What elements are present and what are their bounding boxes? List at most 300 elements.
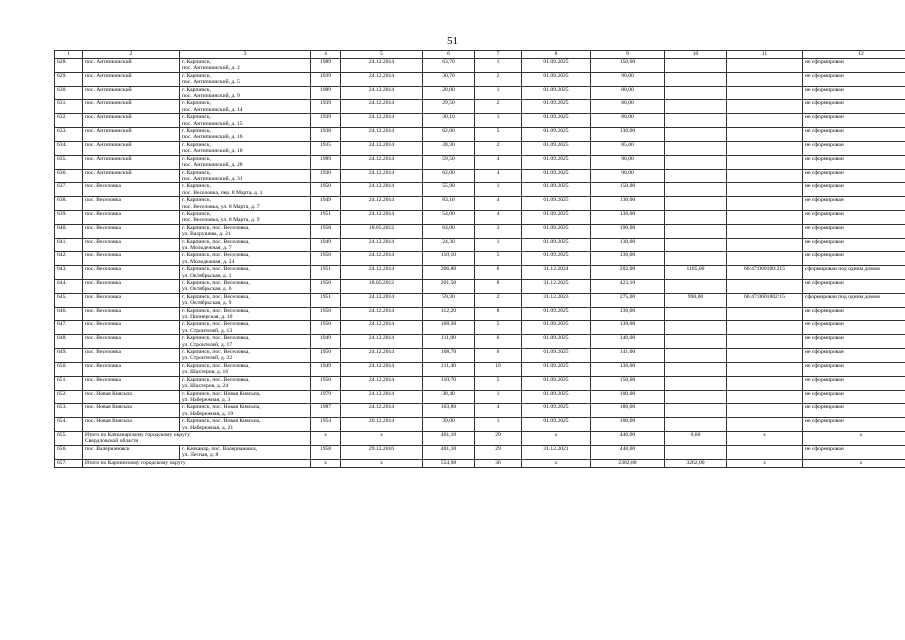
land-area-cell bbox=[665, 141, 727, 155]
residents-cell: 4 bbox=[475, 404, 522, 418]
column-number: 2 bbox=[83, 51, 180, 59]
address-cell: г. Карпинск, пос. Веселовка, ул. Строителей, д. 32 bbox=[180, 349, 311, 363]
address-cell: г. Качканар, пос. Валериановск, ул. Лесная, д. 8 bbox=[180, 445, 311, 459]
table-row bbox=[55, 390, 905, 404]
settlement-cell: пос. Веселовка bbox=[83, 362, 180, 376]
table-row bbox=[55, 418, 905, 432]
cadastral-number-cell bbox=[727, 418, 803, 432]
date-cell: 24.12.2014 bbox=[341, 100, 423, 114]
row-number: 646. bbox=[55, 307, 83, 321]
cost-cell: 80,00 bbox=[591, 86, 665, 100]
cost-cell: 80,00 bbox=[591, 100, 665, 114]
area-cell: 55,90 bbox=[423, 183, 475, 197]
area-cell: 111,40 bbox=[423, 362, 475, 376]
deadline-cell: 01.09.2025 bbox=[522, 183, 591, 197]
total-label: Итого по Качканарскому городскому округу Свердловской области bbox=[83, 431, 311, 445]
cadastral-number-cell bbox=[727, 238, 803, 252]
settlement-cell: пос. Веселовка bbox=[83, 280, 180, 294]
table-row bbox=[55, 128, 905, 142]
residents-cell: 1 bbox=[475, 418, 522, 432]
row-number: 631. bbox=[55, 100, 83, 114]
settlement-cell: пос. Веселовка bbox=[83, 321, 180, 335]
address-cell: г. Карпинск, пос. Новая Княсьпа, ул. Набережная, д. 19 bbox=[180, 404, 311, 418]
row-number: 655. bbox=[55, 431, 83, 445]
land-status-cell: не сформирован bbox=[803, 445, 905, 459]
total-sum: 2382,80 bbox=[591, 459, 665, 467]
residents-cell: 1 bbox=[475, 390, 522, 404]
land-area-cell bbox=[665, 155, 727, 169]
row-number: 652. bbox=[55, 390, 83, 404]
cost-cell: 130,00 bbox=[591, 128, 665, 142]
date-cell: 18.05.2012 bbox=[341, 224, 423, 238]
cadastral-number-cell: 66:47:0601002:15 bbox=[727, 293, 803, 307]
row-number: 638. bbox=[55, 197, 83, 211]
cost-cell: 190,00 bbox=[591, 224, 665, 238]
residents-cell: 5 bbox=[475, 252, 522, 266]
address-cell: г. Карпинск, пос. Веселовка, пер. 8 Марта, д. 1 bbox=[180, 183, 311, 197]
cost-cell: 85,00 bbox=[591, 141, 665, 155]
land-area-cell bbox=[665, 114, 727, 128]
deadline-cell: 01.09.2025 bbox=[522, 362, 591, 376]
deadline-cell: 01.09.2025 bbox=[522, 210, 591, 224]
deadline-cell: 01.09.2025 bbox=[522, 86, 591, 100]
deadline-cell: 01.09.2025 bbox=[522, 252, 591, 266]
table-row bbox=[55, 252, 905, 266]
deadline-cell: 31.12.2024 bbox=[522, 266, 591, 280]
settlement-cell: пос. Новая Княсьпа bbox=[83, 404, 180, 418]
cadastral-number-cell bbox=[727, 210, 803, 224]
land-area-cell bbox=[665, 224, 727, 238]
column-number-header-row bbox=[55, 51, 905, 59]
total-cell: x bbox=[522, 459, 591, 467]
row-number: 651. bbox=[55, 376, 83, 390]
year-cell: 1958 bbox=[311, 445, 341, 459]
cadastral-number-cell bbox=[727, 390, 803, 404]
settlement-cell: пос. Антипкинский bbox=[83, 155, 180, 169]
land-status-cell: не сформирован bbox=[803, 418, 905, 432]
address-cell: г. Карпинск, пос. Веселовка, ул. Октябрьская, д. 6 bbox=[180, 280, 311, 294]
date-cell: 24.12.2014 bbox=[341, 141, 423, 155]
area-cell: 83,10 bbox=[423, 197, 475, 211]
address-cell: г. Карпинск, пос. Антипкинский, д. 14 bbox=[180, 100, 311, 114]
total-residents: 29 bbox=[475, 431, 522, 445]
land-area-cell: 1185,00 bbox=[665, 266, 727, 280]
date-cell: 24.12.2014 bbox=[341, 169, 423, 183]
area-cell: 108,70 bbox=[423, 349, 475, 363]
cost-cell: 180,00 bbox=[591, 404, 665, 418]
land-area-cell bbox=[665, 100, 727, 114]
table-row bbox=[55, 280, 905, 294]
column-number: 8 bbox=[522, 51, 591, 59]
table-row bbox=[55, 183, 905, 197]
settlement-cell: пос. Веселовка bbox=[83, 293, 180, 307]
total-cell: x bbox=[311, 431, 341, 445]
land-area-cell bbox=[665, 390, 727, 404]
land-status-cell: не сформирован bbox=[803, 141, 905, 155]
land-status-cell: не сформирован bbox=[803, 155, 905, 169]
deadline-cell: 01.09.2025 bbox=[522, 128, 591, 142]
table-row bbox=[55, 293, 905, 307]
year-cell: 1939 bbox=[311, 114, 341, 128]
total-cell: x bbox=[727, 459, 803, 467]
address-cell: г. Карпинск, пос. Веселовка, ул. Октябрьская, д. 1 bbox=[180, 266, 311, 280]
total-cell: x bbox=[341, 431, 423, 445]
table-row bbox=[55, 445, 905, 459]
deadline-cell: 01.09.2025 bbox=[522, 224, 591, 238]
cost-cell: 130,00 bbox=[591, 210, 665, 224]
column-number: 11 bbox=[727, 51, 803, 59]
table-row bbox=[55, 210, 905, 224]
address-cell: г. Карпинск, пос. Веселовка, ул. Октябрьская, д. 9 bbox=[180, 293, 311, 307]
area-cell: 24,30 bbox=[423, 238, 475, 252]
column-number: 3 bbox=[180, 51, 311, 59]
land-area-cell bbox=[665, 128, 727, 142]
cost-cell: 130,00 bbox=[591, 321, 665, 335]
total-cell: x bbox=[311, 459, 341, 467]
row-number: 649. bbox=[55, 349, 83, 363]
cadastral-number-cell bbox=[727, 445, 803, 459]
land-area-cell bbox=[665, 362, 727, 376]
cost-cell: 130,00 bbox=[591, 307, 665, 321]
registry-body bbox=[55, 59, 905, 468]
cadastral-number-cell bbox=[727, 114, 803, 128]
cadastral-number-cell bbox=[727, 141, 803, 155]
total-cell: x bbox=[803, 459, 905, 467]
residents-cell: 1 bbox=[475, 86, 522, 100]
residents-cell: 3 bbox=[475, 224, 522, 238]
column-number: 12 bbox=[803, 51, 905, 59]
cost-cell: 140,00 bbox=[591, 335, 665, 349]
cadastral-number-cell bbox=[727, 376, 803, 390]
area-cell: 30,70 bbox=[423, 72, 475, 86]
cost-cell: 202,00 bbox=[591, 266, 665, 280]
land-area-cell: 990,00 bbox=[665, 293, 727, 307]
cost-cell: 150,00 bbox=[591, 376, 665, 390]
settlement-cell: пос. Антипкинский bbox=[83, 141, 180, 155]
land-status-cell: не сформирован bbox=[803, 197, 905, 211]
land-area-cell bbox=[665, 238, 727, 252]
row-number: 637. bbox=[55, 183, 83, 197]
date-cell: 24.12.2014 bbox=[341, 128, 423, 142]
area-cell: 206,80 bbox=[423, 266, 475, 280]
land-status-cell: не сформирован bbox=[803, 390, 905, 404]
year-cell: 1950 bbox=[311, 321, 341, 335]
land-status-cell: не сформирован bbox=[803, 252, 905, 266]
land-area-cell bbox=[665, 72, 727, 86]
residents-cell: 8 bbox=[475, 280, 522, 294]
residents-cell: 2 bbox=[475, 141, 522, 155]
address-cell: г. Карпинск, пос. Веселовка, ул. Молодежная, д. 24 bbox=[180, 252, 311, 266]
row-number: 628. bbox=[55, 59, 83, 73]
date-cell: 24.12.2014 bbox=[341, 362, 423, 376]
cost-cell: 440,00 bbox=[591, 445, 665, 459]
cadastral-number-cell bbox=[727, 197, 803, 211]
area-cell: 201,50 bbox=[423, 280, 475, 294]
total-cell: x bbox=[341, 459, 423, 467]
total-land-area: 3262,00 bbox=[665, 459, 727, 467]
cadastral-number-cell bbox=[727, 128, 803, 142]
date-cell: 24.12.2014 bbox=[341, 197, 423, 211]
residents-cell: 4 bbox=[475, 169, 522, 183]
cadastral-number-cell bbox=[727, 72, 803, 86]
deadline-cell: 01.09.2025 bbox=[522, 141, 591, 155]
total-cell: x bbox=[522, 431, 591, 445]
land-status-cell: не сформирован bbox=[803, 307, 905, 321]
cadastral-number-cell bbox=[727, 59, 803, 73]
row-number: 633. bbox=[55, 128, 83, 142]
column-number: 10 bbox=[665, 51, 727, 59]
land-area-cell bbox=[665, 86, 727, 100]
residents-cell: 2 bbox=[475, 72, 522, 86]
deadline-cell: 01.09.2025 bbox=[522, 321, 591, 335]
table-row bbox=[55, 404, 905, 418]
date-cell: 24.12.2014 bbox=[341, 59, 423, 73]
date-cell: 24.12.2014 bbox=[341, 266, 423, 280]
land-status-cell: не сформирован bbox=[803, 335, 905, 349]
land-area-cell bbox=[665, 59, 727, 73]
deadline-cell: 01.09.2025 bbox=[522, 100, 591, 114]
land-status-cell: не сформирован bbox=[803, 86, 905, 100]
column-number: 1 bbox=[55, 51, 83, 59]
year-cell: 1935 bbox=[311, 141, 341, 155]
area-cell: 112,20 bbox=[423, 307, 475, 321]
residents-cell: 8 bbox=[475, 307, 522, 321]
cadastral-number-cell bbox=[727, 224, 803, 238]
settlement-cell: пос. Антипкинский bbox=[83, 128, 180, 142]
table-row bbox=[55, 349, 905, 363]
table-row bbox=[55, 376, 905, 390]
residents-cell: 2 bbox=[475, 293, 522, 307]
area-cell: 108,30 bbox=[423, 321, 475, 335]
year-cell: 1989 bbox=[311, 155, 341, 169]
area-cell: 39,00 bbox=[423, 418, 475, 432]
row-number: 641. bbox=[55, 238, 83, 252]
address-cell: г. Карпинск, пос. Антипкинский, д. 16 bbox=[180, 128, 311, 142]
land-status-cell: не сформирован bbox=[803, 183, 905, 197]
year-cell: 1954 bbox=[311, 418, 341, 432]
settlement-cell: пос. Новая Княсьпа bbox=[83, 390, 180, 404]
address-cell: г. Карпинск, пос. Антипкинский, д. 15 bbox=[180, 114, 311, 128]
cost-cell: 100,00 bbox=[591, 418, 665, 432]
address-cell: г. Карпинск, пос. Веселовка, ул. 8 Марта, д. 9 bbox=[180, 210, 311, 224]
total-area: 401,10 bbox=[423, 431, 475, 445]
land-area-cell bbox=[665, 280, 727, 294]
address-cell: г. Карпинск, пос. Антипкинский, д. 31 bbox=[180, 169, 311, 183]
date-cell: 24.12.2014 bbox=[341, 238, 423, 252]
cost-cell: 130,00 bbox=[591, 252, 665, 266]
residents-cell: 6 bbox=[475, 266, 522, 280]
table-row bbox=[55, 59, 905, 73]
residents-cell: 1 bbox=[475, 114, 522, 128]
area-cell: 30,10 bbox=[423, 114, 475, 128]
land-status-cell: не сформирован bbox=[803, 169, 905, 183]
settlement-cell: пос. Веселовка bbox=[83, 197, 180, 211]
column-number: 4 bbox=[311, 51, 341, 59]
year-cell: 1989 bbox=[311, 59, 341, 73]
settlement-cell: пос. Веселовка bbox=[83, 335, 180, 349]
land-status-cell: не сформирован bbox=[803, 114, 905, 128]
table-row bbox=[55, 72, 905, 86]
residents-cell: 1 bbox=[475, 59, 522, 73]
area-cell: 110,10 bbox=[423, 252, 475, 266]
date-cell: 18.05.2012 bbox=[341, 280, 423, 294]
cost-cell: 130,00 bbox=[591, 362, 665, 376]
area-cell: 110,70 bbox=[423, 376, 475, 390]
area-cell: 62,00 bbox=[423, 128, 475, 142]
land-status-cell: не сформирован bbox=[803, 280, 905, 294]
cadastral-number-cell bbox=[727, 86, 803, 100]
land-status-cell: не сформирован bbox=[803, 376, 905, 390]
date-cell: 24.12.2014 bbox=[341, 252, 423, 266]
area-cell: 38,40 bbox=[423, 390, 475, 404]
cost-cell: 150,00 bbox=[591, 59, 665, 73]
date-cell: 24.12.2014 bbox=[341, 307, 423, 321]
residents-cell: 4 bbox=[475, 210, 522, 224]
settlement-cell: пос. Антипкинский bbox=[83, 169, 180, 183]
cadastral-number-cell bbox=[727, 155, 803, 169]
row-number: 644. bbox=[55, 280, 83, 294]
table-row bbox=[55, 335, 905, 349]
table-row bbox=[55, 155, 905, 169]
residents-cell: 4 bbox=[475, 197, 522, 211]
area-cell: 28,30 bbox=[423, 141, 475, 155]
residents-cell: 5 bbox=[475, 128, 522, 142]
land-status-cell: сформирован под одним домом bbox=[803, 266, 905, 280]
land-area-cell bbox=[665, 404, 727, 418]
table-row bbox=[55, 238, 905, 252]
settlement-cell: пос. Веселовка bbox=[83, 266, 180, 280]
year-cell: 1938 bbox=[311, 128, 341, 142]
address-cell: г. Карпинск, пос. Веселовка, ул. Строителей, д. 17 bbox=[180, 335, 311, 349]
row-number: 657. bbox=[55, 459, 83, 467]
deadline-cell: 01.09.2025 bbox=[522, 114, 591, 128]
area-cell: 64,00 bbox=[423, 224, 475, 238]
date-cell: 29.12.2016 bbox=[341, 445, 423, 459]
cadastral-number-cell bbox=[727, 362, 803, 376]
area-cell: 63,70 bbox=[423, 59, 475, 73]
cost-cell: 130,00 bbox=[591, 238, 665, 252]
cost-cell: 423,10 bbox=[591, 280, 665, 294]
cost-cell: 80,00 bbox=[591, 114, 665, 128]
address-cell: г. Карпинск, пос. Веселовка, ул. Пионерская, д. 10 bbox=[180, 307, 311, 321]
land-area-cell bbox=[665, 197, 727, 211]
cost-cell: 100,00 bbox=[591, 390, 665, 404]
row-number: 630. bbox=[55, 86, 83, 100]
year-cell: 1939 bbox=[311, 72, 341, 86]
table-row bbox=[55, 321, 905, 335]
row-number: 632. bbox=[55, 114, 83, 128]
year-cell: 1950 bbox=[311, 280, 341, 294]
cost-cell: 275,00 bbox=[591, 293, 665, 307]
cadastral-number-cell bbox=[727, 169, 803, 183]
year-cell: 1989 bbox=[311, 86, 341, 100]
settlement-cell: пос. Веселовка bbox=[83, 183, 180, 197]
land-area-cell bbox=[665, 321, 727, 335]
land-area-cell bbox=[665, 183, 727, 197]
date-cell: 24.12.2014 bbox=[341, 376, 423, 390]
column-number: 7 bbox=[475, 51, 522, 59]
table-row bbox=[55, 266, 905, 280]
address-cell: г. Карпинск, пос. Новая Княсьпа, ул. Набережная, д. 21 bbox=[180, 418, 311, 432]
settlement-cell: пос. Валериановск bbox=[83, 445, 180, 459]
residents-cell: 1 bbox=[475, 183, 522, 197]
residents-cell: 5 bbox=[475, 376, 522, 390]
year-cell: 1949 bbox=[311, 362, 341, 376]
table-row bbox=[55, 141, 905, 155]
deadline-cell: 01.09.2025 bbox=[522, 307, 591, 321]
date-cell: 24.12.2014 bbox=[341, 293, 423, 307]
area-cell: 103,80 bbox=[423, 404, 475, 418]
settlement-cell: пос. Антипкинский bbox=[83, 86, 180, 100]
settlement-cell: пос. Новая Княсьпа bbox=[83, 418, 180, 432]
address-cell: г. Карпинск, пос. Антипкинский, д. 9 bbox=[180, 86, 311, 100]
deadline-cell: 01.09.2025 bbox=[522, 238, 591, 252]
total-label: Итого по Карпинскому городскому округу bbox=[83, 459, 311, 467]
cadastral-number-cell bbox=[727, 100, 803, 114]
land-status-cell: не сформирован bbox=[803, 404, 905, 418]
residents-cell: 6 bbox=[475, 349, 522, 363]
deadline-cell: 01.09.2025 bbox=[522, 155, 591, 169]
deadline-cell: 01.09.2025 bbox=[522, 335, 591, 349]
row-number: 636. bbox=[55, 169, 83, 183]
residents-cell: 29 bbox=[475, 445, 522, 459]
year-cell: 1950 bbox=[311, 183, 341, 197]
address-cell: г. Карпинск, пос. Новая Княсьпа, ул. Набережная, д. 3 bbox=[180, 390, 311, 404]
settlement-cell: пос. Веселовка bbox=[83, 238, 180, 252]
land-area-cell bbox=[665, 349, 727, 363]
address-cell: г. Карпинск, пос. Веселовка, ул. Вахрушева, д. 21 bbox=[180, 224, 311, 238]
land-area-cell bbox=[665, 307, 727, 321]
page-number: 51 bbox=[447, 35, 458, 47]
date-cell: 24.12.2014 bbox=[341, 86, 423, 100]
row-number: 654. bbox=[55, 418, 83, 432]
column-number: 6 bbox=[423, 51, 475, 59]
deadline-cell: 01.09.2025 bbox=[522, 418, 591, 432]
total-cell: x bbox=[727, 431, 803, 445]
area-cell: 29,50 bbox=[423, 100, 475, 114]
cost-cell: 130,00 bbox=[591, 197, 665, 211]
address-cell: г. Карпинск, пос. Веселовка, ул. Шахтеров, д. 24 bbox=[180, 376, 311, 390]
year-cell: 1951 bbox=[311, 210, 341, 224]
settlement-cell: пос. Антипкинский bbox=[83, 114, 180, 128]
row-number: 656. bbox=[55, 445, 83, 459]
area-cell: 28,00 bbox=[423, 86, 475, 100]
deadline-cell: 01.09.2025 bbox=[522, 169, 591, 183]
year-cell: 1949 bbox=[311, 335, 341, 349]
land-area-cell bbox=[665, 335, 727, 349]
land-area-cell bbox=[665, 376, 727, 390]
row-number: 635. bbox=[55, 155, 83, 169]
land-status-cell: не сформирован bbox=[803, 362, 905, 376]
land-area-cell bbox=[665, 445, 727, 459]
total-row-kachkanar bbox=[55, 431, 905, 445]
date-cell: 24.12.2014 bbox=[341, 390, 423, 404]
cost-cell: 150,00 bbox=[591, 183, 665, 197]
settlement-cell: пос. Антипкинский bbox=[83, 59, 180, 73]
date-cell: 24.12.2014 bbox=[341, 335, 423, 349]
year-cell: 1950 bbox=[311, 376, 341, 390]
address-cell: г. Карпинск, пос. Веселовка, ул. Шахтеров, д. 16 bbox=[180, 362, 311, 376]
land-area-cell bbox=[665, 169, 727, 183]
year-cell: 1950 bbox=[311, 252, 341, 266]
address-cell: г. Карпинск, пос. Антипкинский, д. 5 bbox=[180, 72, 311, 86]
residents-cell: 1 bbox=[475, 238, 522, 252]
table-row bbox=[55, 197, 905, 211]
land-status-cell: не сформирован bbox=[803, 72, 905, 86]
row-number: 645. bbox=[55, 293, 83, 307]
cadastral-number-cell: 66:47:060100:215 bbox=[727, 266, 803, 280]
year-cell: 1951 bbox=[311, 293, 341, 307]
